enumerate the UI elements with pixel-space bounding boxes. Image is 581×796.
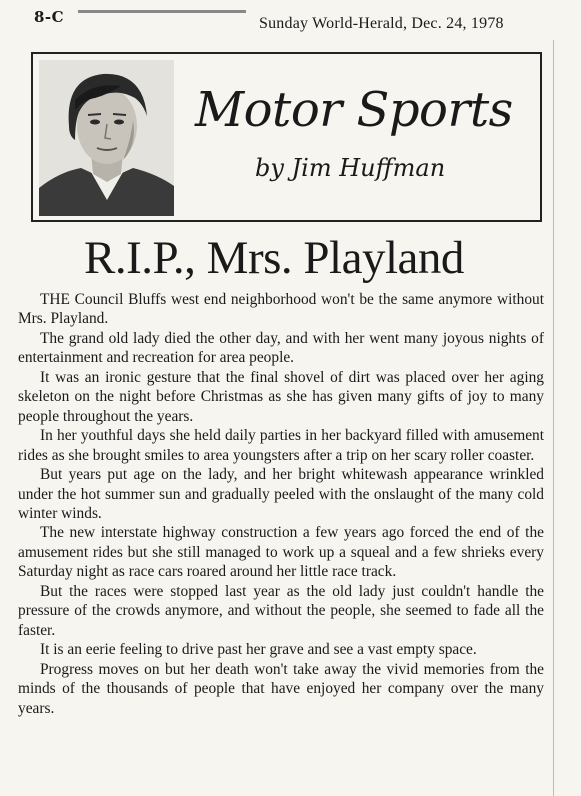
- column-divider: [553, 40, 554, 796]
- paragraph: THE Council Bluffs west end neighborhood won't be the same anymore without Mrs. Playland.: [18, 291, 544, 328]
- top-rule: [78, 10, 246, 13]
- byline: by Jim Huffman: [255, 154, 446, 182]
- article-body: [18, 290, 544, 718]
- paragraph: But years put age on the lady, and her bright whitewash appearance wrinkled under the hot summer sun and gradually peeled with the onslaught of the many cold winter winds.: [18, 466, 544, 522]
- paragraph: The grand old lady died the other day, and with her went many joyous nights of entertainment and recreation for area people.: [18, 329, 544, 367]
- paragraph: But the races were stopped last year as the old lady just couldn't handle the pressure of the crowds anymore, and without the people, she seemed to fade all the faster.: [18, 582, 544, 639]
- paragraph: In her youthful days she held daily parties in her backyard filled with amusement rides as she brought smiles to area youngsters after a trip on her scary roller coaster.: [18, 427, 544, 464]
- paragraph: The new interstate highway construction a few years ago forced the end of the amusement rides but she still managed to work up a squeal and a few shrieks every Saturday night as race cars roared around her little race track.: [18, 524, 544, 581]
- columnist-photo: [39, 60, 174, 216]
- headline: R.I.P., Mrs. Playland: [84, 232, 464, 284]
- column-header-box: [31, 52, 542, 222]
- paragraph: It is an eerie feeling to drive past her grave and see a vast empty space.: [40, 641, 477, 659]
- dateline: Sunday World-Herald, Dec. 24, 1978: [259, 15, 504, 32]
- column-title: Motor Sports: [195, 82, 513, 138]
- page-number: 8-C: [34, 8, 65, 26]
- paragraph: Progress moves on but her death won't take away the vivid memories from the minds of the thousands of people that have enjoyed her company over the many years.: [18, 660, 544, 717]
- paragraph: It was an ironic gesture that the final shovel of dirt was placed over her aging skeleton on the night before Christmas as she has given many gifts of joy to many people throughout the years.: [18, 368, 544, 425]
